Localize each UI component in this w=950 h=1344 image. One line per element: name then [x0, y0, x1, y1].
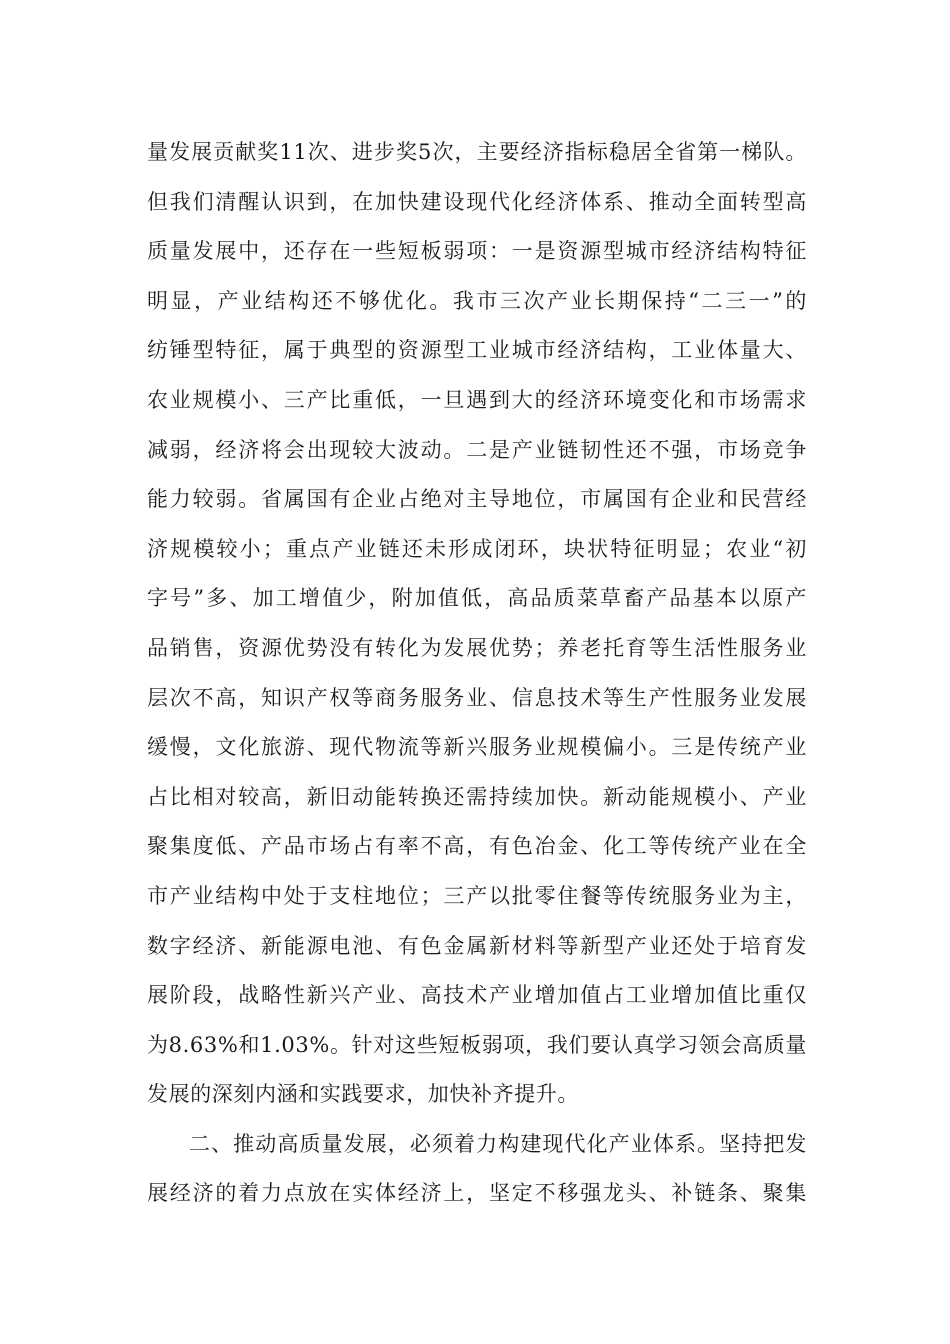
text-line: 占比相对较高，新旧动能转换还需持续加快。新动能规模小、产业 [147, 784, 807, 809]
text-line: 展阶段，战略性新兴产业、高技术产业增加值占工业增加值比重仅 [147, 983, 807, 1008]
text-line: 但我们清醒认识到，在加快建设现代化经济体系、推动全面转型高 [147, 189, 807, 214]
text-line: 市产业结构中处于支柱地位；三产以批零住餐等传统服务业为主， [147, 883, 807, 908]
paragraph-end-line: 发展的深刻内涵和实践要求，加快补齐提升。 [147, 1082, 579, 1107]
text-line: 缓慢，文化旅游、现代物流等新兴服务业规模偏小。三是传统产业 [147, 735, 807, 760]
text-line: 济规模较小；重点产业链还未形成闭环，块状特征明显；农业“初 [147, 536, 807, 561]
text-line: 数字经济、新能源电池、有色金属新材料等新型产业还处于培育发 [147, 933, 807, 958]
text-line: 明显，产业结构还不够优化。我市三次产业长期保持“二三一”的 [147, 288, 807, 313]
section-heading-line: 二、推动高质量发展，必须着力构建现代化产业体系。坚持把发 [189, 1131, 807, 1156]
text-line: 展经济的着力点放在实体经济上，坚定不移强龙头、补链条、聚集 [147, 1181, 807, 1206]
text-line: 减弱，经济将会出现较大波动。二是产业链韧性还不强，市场竞争 [147, 437, 807, 462]
text-line: 能力较弱。省属国有企业占绝对主导地位，市属国有企业和民营经 [147, 487, 807, 512]
text-line: 为8.63%和1.03%。针对这些短板弱项，我们要认真学习领会高质量 [147, 1032, 807, 1057]
text-line: 字号”多、加工增值少，附加值低，高品质菜草畜产品基本以原产 [147, 586, 807, 611]
text-line: 纺锤型特征，属于典型的资源型工业城市经济结构，工业体量大、 [147, 338, 807, 363]
text-line: 农业规模小、三产比重低，一旦遇到大的经济环境变化和市场需求 [147, 387, 807, 412]
text-line: 质量发展中，还存在一些短板弱项：一是资源型城市经济结构特征 [147, 239, 807, 264]
text-line: 层次不高，知识产权等商务服务业、信息技术等生产性服务业发展 [147, 685, 807, 710]
text-line: 品销售，资源优势没有转化为发展优势；养老托育等生活性服务业 [147, 635, 807, 660]
text-line: 量发展贡献奖11次、进步奖5次，主要经济指标稳居全省第一梯队。 [147, 140, 807, 164]
text-line: 聚集度低、产品市场占有率不高，有色冶金、化工等传统产业在全 [147, 834, 807, 859]
body-text [147, 128, 807, 1219]
